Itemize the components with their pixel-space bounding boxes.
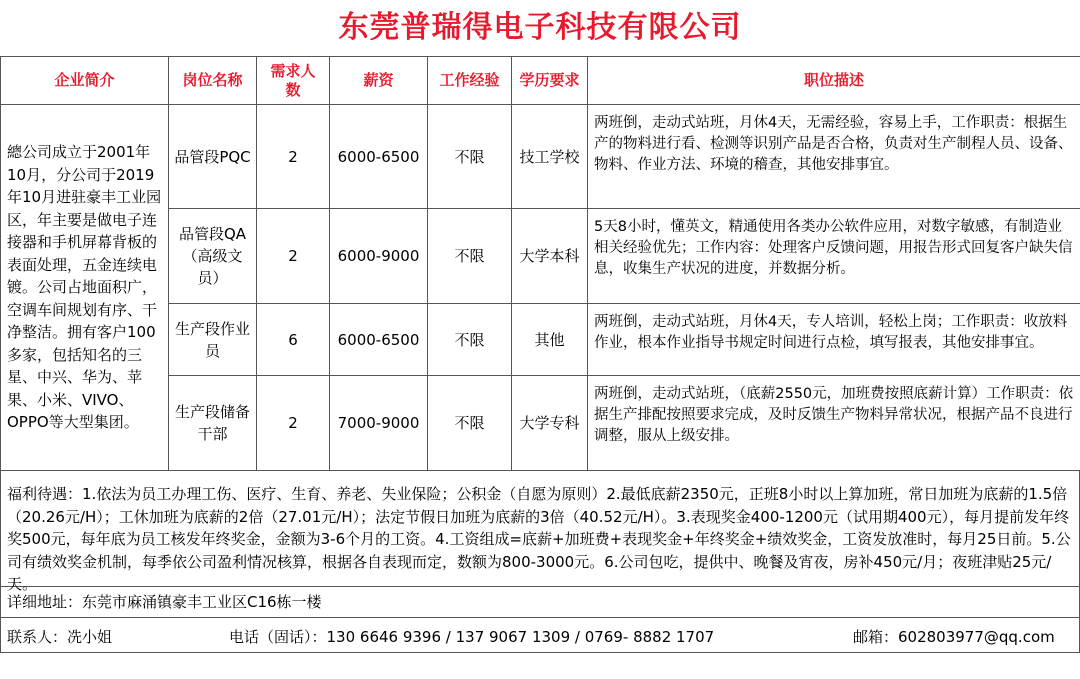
- job-description: 两班倒，走动式站班，月休4天，无需经验，容易上手，工作职责：根据生产的物料进行看、检测等识别产品是否合格，负责对生产制程人员、设备、物料、作业方法、环境的稽查，其他安排事宜。: [588, 105, 1080, 209]
- contact-email: 邮箱：602803977@qq.com: [853, 628, 1055, 646]
- header-count: 需求人数: [257, 57, 330, 105]
- job-salary: 6000-6500: [330, 304, 428, 376]
- header-intro: 企业简介: [1, 57, 169, 105]
- job-name: 生产段作业员: [169, 304, 257, 376]
- job-education: 大学本科: [512, 209, 588, 304]
- job-table: [0, 56, 1080, 471]
- job-count: 6: [257, 304, 330, 376]
- welfare-section: 福利待遇：1.依法为员工办理工伤、医疗、生育、养老、失业保险；公积金（自愿为原则）2.最低底薪2350元，正班8小时以上算加班，常日加班为底薪的1.5倍（20.26元/H）；工休加班为底薪的2倍（27.01元/H）；法定节假日加班为底薪的3倍（40.52元/H）。3.表现奖金400-1200元（试用期400元），每月提前发年终奖500元，每年底为员工核发年终奖金，金额为3-6个月的工资。4.工资组成=底薪+加班费+表现奖金+年终奖金+绩效奖金，工资发放准时，每月25日前。5.公司有绩效奖金机制，每季依公司盈利情况核算，根据各自表现而定，数额为800-3000元。6.公司包吃，提供中、晚餐及宵夜，房补450元/月；夜班津贴25元/天。: [0, 471, 1080, 586]
- job-description: 两班倒，走动式站班，月休4天，专人培训，轻松上岗；工作职责：收放料作业，根本作业指导书规定时间进行点检，填写报表，其他安排事宜。: [588, 304, 1080, 376]
- job-experience: 不限: [428, 105, 512, 209]
- header-education: 学历要求: [512, 57, 588, 105]
- contact-person: 联系人：冼小姐: [7, 628, 113, 646]
- contact-phone: 电话（固话）：130 6646 9396 / 137 9067 1309 / 0769- 8882 1707: [229, 628, 715, 646]
- job-count: 2: [257, 376, 330, 471]
- header-position: 岗位名称: [169, 57, 257, 105]
- job-count: 2: [257, 209, 330, 304]
- job-education: 大学专科: [512, 376, 588, 471]
- job-count: 2: [257, 105, 330, 209]
- table-header-row: [1, 57, 1080, 105]
- job-experience: 不限: [428, 209, 512, 304]
- header-description: 职位描述: [588, 57, 1080, 105]
- job-salary: 6000-9000: [330, 209, 428, 304]
- job-salary: 6000-6500: [330, 105, 428, 209]
- job-description: 5天8小时，懂英文，精通使用各类办公软件应用，对数字敏感，有制造业相关经验优先；工作内容：处理客户反馈问题，用报告形式回复客户缺失信息，收集生产状况的进度，并数据分析。: [588, 209, 1080, 304]
- address: 详细地址：东莞市麻涌镇豪丰工业区C16栋一楼: [0, 586, 1080, 617]
- job-description: 两班倒，走动式站班，（底薪2550元，加班费按照底薪计算）工作职责：依据生产排配按照要求完成，及时反馈生产物料异常状况，根据产品不良进行调整，服从上级安排。: [588, 376, 1080, 471]
- job-salary: 7000-9000: [330, 376, 428, 471]
- header-salary: 薪资: [330, 57, 428, 105]
- job-education: 技工学校: [512, 105, 588, 209]
- job-name: 品管段QA（高级文员）: [169, 209, 257, 304]
- job-experience: 不限: [428, 376, 512, 471]
- table-row: [1, 105, 1080, 209]
- job-name: 品管段PQC: [169, 105, 257, 209]
- job-education: 其他: [512, 304, 588, 376]
- job-name: 生产段储备干部: [169, 376, 257, 471]
- contact-bar: [0, 617, 1080, 653]
- company-title: 东莞普瑞得电子科技有限公司: [338, 10, 742, 45]
- company-intro: 總公司成立于2001年10月，分公司于2019年10月进驻豪丰工业园区，年主要是做电子连接器和手机屏幕背板的表面处理，五金连续电镀。公司占地面积广，空调车间规划有序、干净整洁。拥有客户100多家，包括知名的三星、中兴、华为、苹果、小米、VIVO、OPPO等大型集团。: [1, 105, 169, 471]
- header-experience: 工作经验: [428, 57, 512, 105]
- job-experience: 不限: [428, 304, 512, 376]
